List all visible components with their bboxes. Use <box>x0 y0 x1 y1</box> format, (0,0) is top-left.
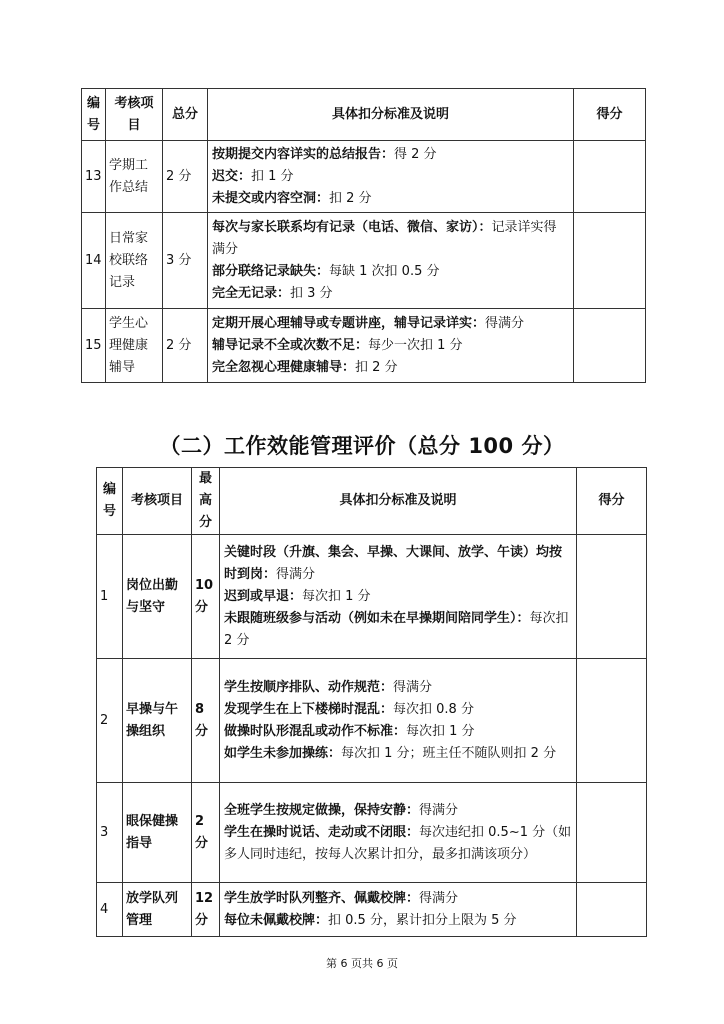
criterion-label: 学生在操时说话、走动或不闭眼： <box>224 824 420 840</box>
section-title: （二）工作效能管理评价（总分 100 分） <box>159 434 565 458</box>
score-cell[interactable] <box>574 309 646 383</box>
header-score: 得分 <box>577 468 647 535</box>
criterion-label: 全班学生按规定做操，保持安静： <box>224 802 420 818</box>
criterion-label: 学生放学时队列整齐、佩戴校牌： <box>224 890 420 906</box>
score-cell[interactable] <box>577 783 647 883</box>
criterion-label: 完全无记录： <box>212 285 291 301</box>
header-total: 总分 <box>163 89 208 141</box>
table-row <box>97 883 647 937</box>
header-item: 考核项目 <box>106 89 163 141</box>
row-points: 2 分 <box>163 309 208 383</box>
criterion-label: 关键时段（升旗、集会、早操、大课间、放学、午读）均按时到岗： <box>224 544 563 582</box>
score-cell[interactable] <box>577 535 647 659</box>
table-row <box>97 535 647 659</box>
row-num: 2 <box>97 659 123 783</box>
criterion-value: 得 2 分 <box>394 146 437 162</box>
score-cell[interactable] <box>577 659 647 783</box>
row-num: 15 <box>82 309 106 383</box>
table-header-row <box>97 468 647 535</box>
criterion-value: 扣 2 分 <box>329 190 372 206</box>
row-criteria <box>220 659 577 783</box>
row-item: 日常家校联络记录 <box>106 213 163 309</box>
criterion-label: 每次与家长联系均有记录（电话、微信、家访）： <box>212 219 492 235</box>
row-points: 10 分 <box>192 535 220 659</box>
header-max: 最高分 <box>192 468 220 535</box>
row-criteria <box>208 309 574 383</box>
row-criteria <box>208 213 574 309</box>
row-num: 4 <box>97 883 123 937</box>
score-cell[interactable] <box>574 213 646 309</box>
table-row <box>82 141 646 213</box>
criterion-value: 每次扣 0.8 分 <box>393 701 474 717</box>
row-points: 2 分 <box>163 141 208 213</box>
row-item: 放学队列管理 <box>123 883 192 937</box>
criterion-value: 每缺 1 次扣 0.5 分 <box>329 263 440 279</box>
criterion-label: 做操时队形混乱或动作不标准： <box>224 723 407 739</box>
criterion-label: 迟交： <box>212 168 252 184</box>
criterion-label: 未提交或内容空洞： <box>212 190 330 206</box>
criterion-label: 完全忽视心理健康辅导： <box>212 359 356 375</box>
criterion-value: 每次扣 1 分 <box>406 723 475 739</box>
criterion-value: 得满分 <box>393 679 433 695</box>
header-num: 编号 <box>97 468 123 535</box>
criterion-label: 部分联络记录缺失： <box>212 263 330 279</box>
criterion-label: 按期提交内容详实的总结报告： <box>212 146 395 162</box>
table-header-row <box>82 89 646 141</box>
criterion-value: 得满分 <box>419 802 459 818</box>
header-criteria: 具体扣分标准及说明 <box>208 89 574 141</box>
criterion-value: 扣 1 分 <box>251 168 294 184</box>
table-row <box>97 783 647 883</box>
row-points: 3 分 <box>163 213 208 309</box>
criterion-label: 迟到或早退： <box>224 588 303 604</box>
row-criteria <box>208 141 574 213</box>
criterion-label: 如学生未参加操练： <box>224 745 342 761</box>
table-row <box>82 213 646 309</box>
criterion-value: 每次扣 1 分 <box>302 588 371 604</box>
criterion-value: 得满分 <box>276 566 316 582</box>
row-criteria <box>220 783 577 883</box>
row-points: 8 分 <box>192 659 220 783</box>
criterion-value: 得满分 <box>485 315 525 331</box>
criterion-value: 得满分 <box>419 890 459 906</box>
criterion-value: 每次扣 1 分；班主任不随队则扣 2 分 <box>341 745 557 761</box>
page-number: 第 6 页共 6 页 <box>326 957 398 970</box>
table-row <box>82 309 646 383</box>
criterion-value: 扣 2 分 <box>355 359 398 375</box>
row-num: 14 <box>82 213 106 309</box>
criterion-label: 未跟随班级参与活动（例如未在早操期间陪同学生）： <box>224 610 530 626</box>
header-num: 编号 <box>82 89 106 141</box>
score-cell[interactable] <box>577 883 647 937</box>
row-item: 早操与午操组织 <box>123 659 192 783</box>
criterion-label: 辅导记录不全或次数不足： <box>212 337 369 353</box>
criterion-value: 每少一次扣 1 分 <box>368 337 463 353</box>
criterion-label: 定期开展心理辅导或专题讲座，辅导记录详实： <box>212 315 486 331</box>
row-points: 12 分 <box>192 883 220 937</box>
table-row <box>97 659 647 783</box>
row-item: 眼保健操指导 <box>123 783 192 883</box>
row-num: 3 <box>97 783 123 883</box>
assessment-table-2 <box>96 467 647 937</box>
row-num: 13 <box>82 141 106 213</box>
header-item: 考核项目 <box>123 468 192 535</box>
header-criteria: 具体扣分标准及说明 <box>220 468 577 535</box>
row-item: 岗位出勤与坚守 <box>123 535 192 659</box>
row-item: 学期工作总结 <box>106 141 163 213</box>
assessment-table-1 <box>81 88 646 383</box>
criterion-value: 记录详实得满分 <box>212 219 557 257</box>
row-num: 1 <box>97 535 123 659</box>
header-score: 得分 <box>574 89 646 141</box>
criterion-label: 发现学生在上下楼梯时混乱： <box>224 701 394 717</box>
score-cell[interactable] <box>574 141 646 213</box>
row-criteria <box>220 883 577 937</box>
row-item: 学生心理健康辅导 <box>106 309 163 383</box>
criterion-value: 每次违纪扣 0.5~1 分（如多人同时违纪，按每人次累计扣分，最多扣满该项分） <box>224 824 572 862</box>
criterion-value: 每次扣 2 分 <box>224 610 569 648</box>
row-points: 2 分 <box>192 783 220 883</box>
criterion-value: 扣 0.5 分，累计扣分上限为 5 分 <box>328 912 517 928</box>
criterion-label: 学生按顺序排队、动作规范： <box>224 679 394 695</box>
row-criteria <box>220 535 577 659</box>
criterion-label: 每位未佩戴校牌： <box>224 912 329 928</box>
criterion-value: 扣 3 分 <box>290 285 333 301</box>
